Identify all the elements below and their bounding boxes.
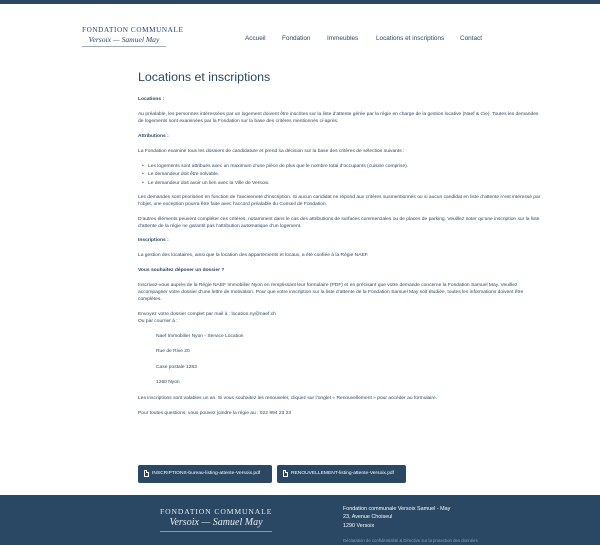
validity-text: Les inscriptions sont valables un an. Si vous souhaitez les renouveler, cliquez sur l’onglet « Renouvellement » pour accéder au formulaire. <box>138 395 438 401</box>
postal-address <box>156 334 542 387</box>
attributions-intro: La Fondation examine tous les dossiers de candidature et prend sa décision sur la base des critères de sélection suivants : <box>138 148 405 154</box>
other-criteria-text: D’autres éléments peuvent compléter ces critères, notamment dans le cas des attributions de surfaces commerciales ou de places de parking. Veuillez noter qu’une inscription sur la liste d’attente de la régie ne garantit pas l’attribution automatique d’un logement. <box>138 216 540 229</box>
address-line: Rue de Rive 20 <box>156 349 190 355</box>
address-line: Naef Immobilier Nyon - Service Location <box>156 333 244 339</box>
inscriptions-text: La gestion des locataires, ainsi que la location des appartements et locaux, a été confiée à la Régie NAEF. <box>138 253 369 259</box>
download-label: RENOUVELLEMENT-listing-attente-Versoix.pdf <box>291 471 395 476</box>
nav-immeubles[interactable]: Immeubles <box>327 35 359 42</box>
nav-accueil[interactable]: Accueil <box>245 35 266 42</box>
download-renouvellement-button[interactable] <box>277 465 406 483</box>
privacy-policy-link[interactable]: Déclaration de confidentialité & Directive sur la protection des données <box>343 538 478 543</box>
inscriptions-heading: Inscriptions : <box>138 238 169 244</box>
email-line: Envoyez votre dossier complet par mail à : location.ny@naef.ch <box>138 311 276 317</box>
download-inscriptions-button[interactable] <box>138 465 272 483</box>
site-header <box>0 4 600 64</box>
mail-line: Ou par courrier à : <box>138 318 178 324</box>
questions-text: Pour toutes questions, vous pouvez joindre la régie au : 022 994 23 23 <box>138 410 292 416</box>
address-line: 1260 Nyon <box>156 380 180 386</box>
file-pdf-icon <box>144 470 149 477</box>
logo-line-1: FONDATION COMMUNALE <box>82 26 184 34</box>
list-item: • Le demandeur doit être solvable. <box>148 172 542 179</box>
address-line: Case postale 1283 <box>156 364 197 370</box>
nav-contact[interactable]: Contact <box>460 35 483 42</box>
nav-fondation[interactable]: Fondation <box>282 35 311 42</box>
footer-address-line: Fondation communale Versoix Samuel - May <box>343 506 451 512</box>
nav-locations-inscriptions[interactable]: Locations et inscriptions <box>376 35 445 42</box>
list-item: • Les logements sont attribués avec un maximum d’une pièce de plus que le nombre total d’occupants (cuisine comprise). <box>148 164 542 171</box>
footer-logo <box>160 507 272 532</box>
page-title: Locations et inscriptions <box>138 70 271 84</box>
criteria-list <box>148 164 542 188</box>
download-label: INSCRIPTIONS-bureau-listing-attente-Versoix.pdf <box>152 471 261 476</box>
attributions-heading: Attributions : <box>138 133 169 139</box>
main-content <box>138 70 542 426</box>
list-item: • Le demandeur doit avoir un lien avec la Ville de Versoix. <box>148 181 542 188</box>
footer-logo-rule <box>160 531 272 532</box>
site-footer <box>0 495 600 545</box>
main-nav <box>0 35 600 47</box>
locations-text: Au préalable, les personnes intéressées par un logement doivent être inscrites sur la liste d’attente gérée par la régie en charge de la gestion locative (Naef & Cie). Toutes les demandes de logements sont examinées par la Fondation sur la base des critères mentionnés ci-après. <box>138 111 539 124</box>
deposit-heading: Vous souhaitez déposer un dossier ? <box>138 268 225 274</box>
footer-logo-line-2: Versoix — Samuel May <box>169 517 263 528</box>
logo-line-2: Versoix — Samuel May <box>88 35 160 44</box>
footer-address-line: 23, Avenue Choiseul <box>343 514 393 521</box>
file-pdf-icon <box>283 470 288 477</box>
locations-heading: Locations : <box>138 97 165 102</box>
footer-address-line: 1290 Versoix <box>343 522 375 529</box>
deposit-text: Inscrivez-vous auprès de la Régie NAEF Immobilier Nyon en remplissant leur formulaire (PDF) et en précisant que votre demande concerne la Fondation Samuel May. Veuillez accompagner votre dossier d’une lettre de motivation. Pour que votre inscription sur la liste d’attente de la Fondation Samuel May soit étudiée, toutes les informations doivent être complètes. <box>138 283 524 302</box>
priority-text: Les demandes sont priorisées en fonction de l’ancienneté d’inscription. Si aucun candidat ne répond aux critères susmentionnés ou si aucun candidat en liste d’attente n’est intéressé par l’objet, une exception pourra être faite avec l’accord préalable du Conseil de Fondation. <box>138 194 541 207</box>
footer-address <box>343 505 450 530</box>
footer-logo-line-1: FONDATION COMMUNALE <box>160 507 273 516</box>
